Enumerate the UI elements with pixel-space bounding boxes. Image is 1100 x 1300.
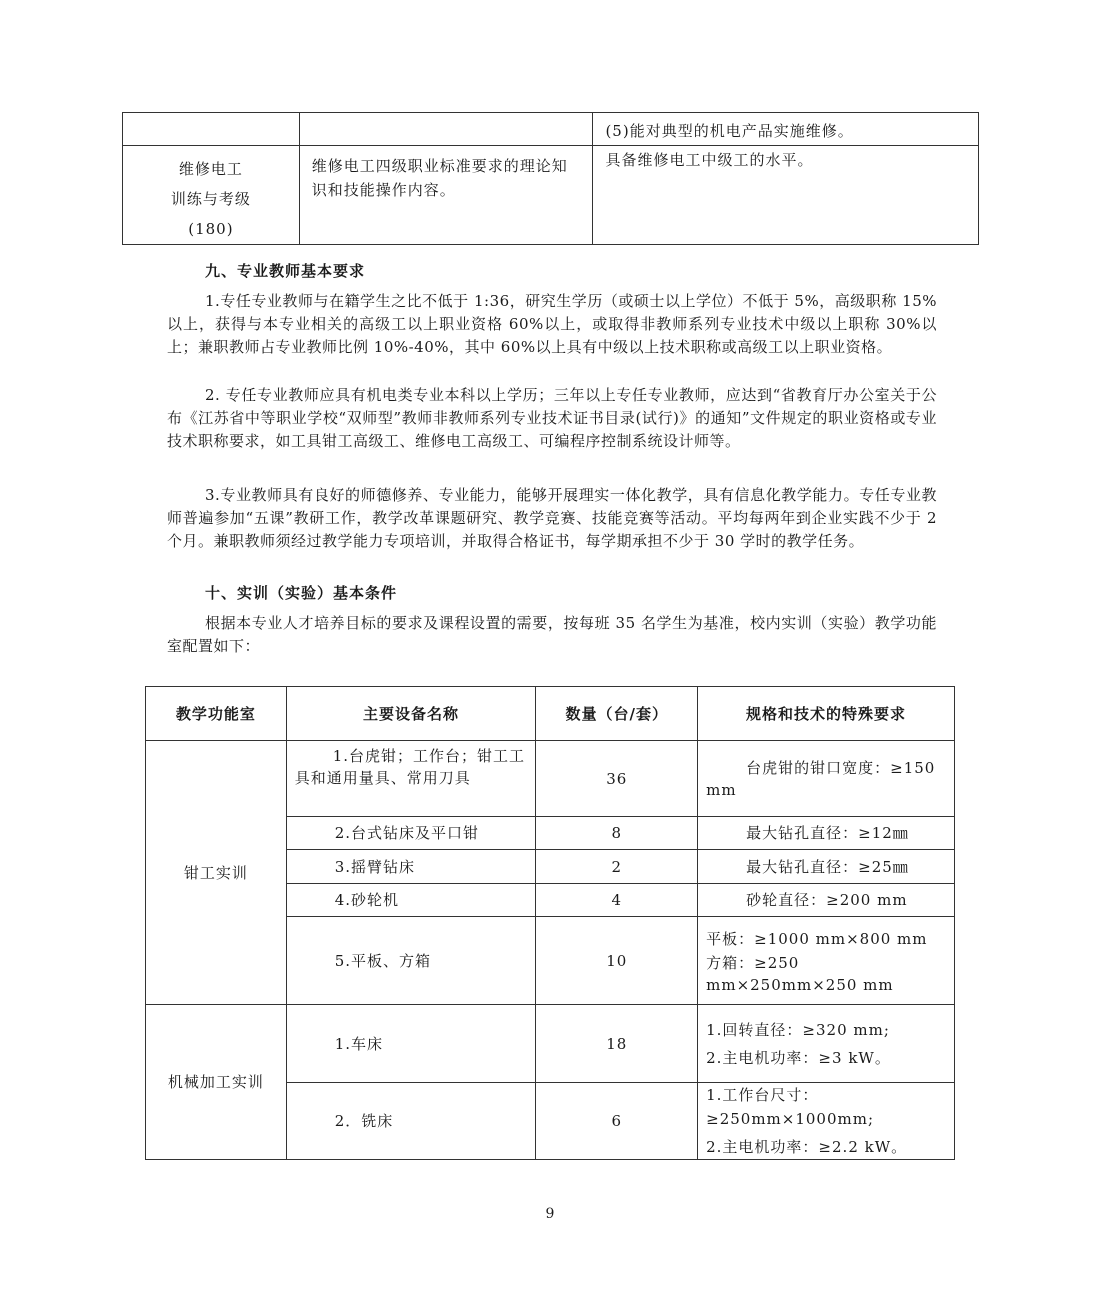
- equipment-spec-cell: [698, 917, 955, 1005]
- equipment-name: 2.台式钻床及平口钳: [286, 817, 536, 850]
- table-cell: [123, 113, 300, 146]
- equipment-name: 4.砂轮机: [286, 884, 536, 917]
- equipment-spec-cell: [698, 1005, 955, 1083]
- course-name-cell: [123, 146, 300, 245]
- equipment-spec: 台虎钳的钳口宽度：≥150 mm: [698, 741, 955, 817]
- equipment-spec: 1.回转直径：≥320 mm;: [706, 1020, 890, 1039]
- equipment-qty: 2: [536, 850, 698, 884]
- page-number: 9: [545, 1206, 555, 1222]
- equipment-qty: 18: [536, 1005, 698, 1083]
- equipment-spec: 平板：≥1000 mm×800 mm: [706, 929, 928, 948]
- equipment-spec: 方箱：≥250 mm×250mm×250 mm: [706, 953, 894, 994]
- equipment-spec: 2.主电机功率：≥2.2 kW。: [706, 1138, 908, 1156]
- equipment-name: 1.台虎钳；工作台；钳工工具和通用量具、常用刀具: [286, 741, 536, 817]
- equipment-qty: 4: [536, 884, 698, 917]
- table-cell: (5)能对典型的机电产品实施维修。: [593, 113, 979, 146]
- table-header-row: [146, 687, 955, 741]
- column-header: 教学功能室: [146, 687, 287, 741]
- course-name-line: 训练与考级: [170, 190, 251, 208]
- column-header: 主要设备名称: [286, 687, 536, 741]
- section-heading-9: 九、专业教师基本要求: [205, 262, 366, 280]
- equipment-spec: 1.工作台尺寸：≥250mm×1000mm;: [706, 1086, 875, 1128]
- equipment-name: 2．铣床: [286, 1083, 536, 1160]
- column-header: 规格和技术的特殊要求: [698, 687, 955, 741]
- equipment-name: 1.车床: [286, 1005, 536, 1083]
- equipment-qty: 8: [536, 817, 698, 850]
- equipment-qty: 36: [536, 741, 698, 817]
- course-hours: (180): [188, 220, 234, 238]
- table-row: [146, 1005, 955, 1083]
- table-row: [123, 146, 979, 245]
- equipment-spec: 最大钻孔直径：≥25㎜: [698, 850, 955, 884]
- paragraph: 1.专任专业教师与在籍学生之比不低于 1:36，研究生学历（或硕士以上学位）不低于 5%，高级职称 15%以上，获得与本专业相关的高级工以上职业资格 60%以上，或取得非教师系列专业技术中级以上职称 30%以上；兼职教师占专业教师比例 10%-40%，其中 60%以上具有中级以上技术职称或高级工以上职业资格。: [167, 292, 937, 356]
- table-row: [123, 113, 979, 146]
- equipment-table: [145, 686, 955, 1160]
- equipment-spec-cell: [698, 1083, 955, 1160]
- table-cell: [299, 113, 593, 146]
- room-cell: 机械加工实训: [146, 1005, 287, 1160]
- course-requirement-cell: 具备维修电工中级工的水平。: [593, 146, 979, 245]
- course-table-continuation: [122, 112, 979, 245]
- equipment-qty: 6: [536, 1083, 698, 1160]
- paragraph: 3.专业教师具有良好的师德修养、专业能力，能够开展理实一体化教学，具有信息化教学能力。专任专业教师普遍参加“五课”教研工作，教学改革课题研究、教学竞赛、技能竞赛等活动。平均每两年到企业实践不少于 2 个月。兼职教师须经过教学能力专项培训，并取得合格证书，每学期承担不少于 30 学时的教学任务。: [167, 486, 937, 550]
- equipment-name: 3.摇臂钻床: [286, 850, 536, 884]
- course-name-line: 维修电工: [178, 160, 243, 178]
- paragraph: 2. 专任专业教师应具有机电类专业本科以上学历；三年以上专任专业教师，应达到“省教育厅办公室关于公布《江苏省中等职业学校“双师型”教师非教师系列专业技术证书目录(试行)》的通知”文件规定的职业资格或专业技术职称要求，如工具钳工高级工、维修电工高级工、可编程序控制系统设计师等。: [167, 386, 937, 450]
- equipment-spec: 砂轮直径：≥200 mm: [698, 884, 955, 917]
- course-content-cell: 维修电工四级职业标准要求的理论知识和技能操作内容。: [299, 146, 593, 245]
- equipment-name: 5.平板、方箱: [286, 917, 536, 1005]
- column-header: 数量（台/套）: [536, 687, 698, 741]
- section-heading-10: 十、实训（实验）基本条件: [205, 584, 398, 602]
- table-row: [146, 741, 955, 817]
- room-cell: 钳工实训: [146, 741, 287, 1005]
- paragraph: 根据本专业人才培养目标的要求及课程设置的需要，按每班 35 名学生为基准，校内实训（实验）教学功能室配置如下：: [167, 614, 937, 655]
- equipment-spec: 最大钻孔直径：≥12㎜: [698, 817, 955, 850]
- equipment-spec: 2.主电机功率：≥3 kW。: [706, 1048, 891, 1067]
- equipment-qty: 10: [536, 917, 698, 1005]
